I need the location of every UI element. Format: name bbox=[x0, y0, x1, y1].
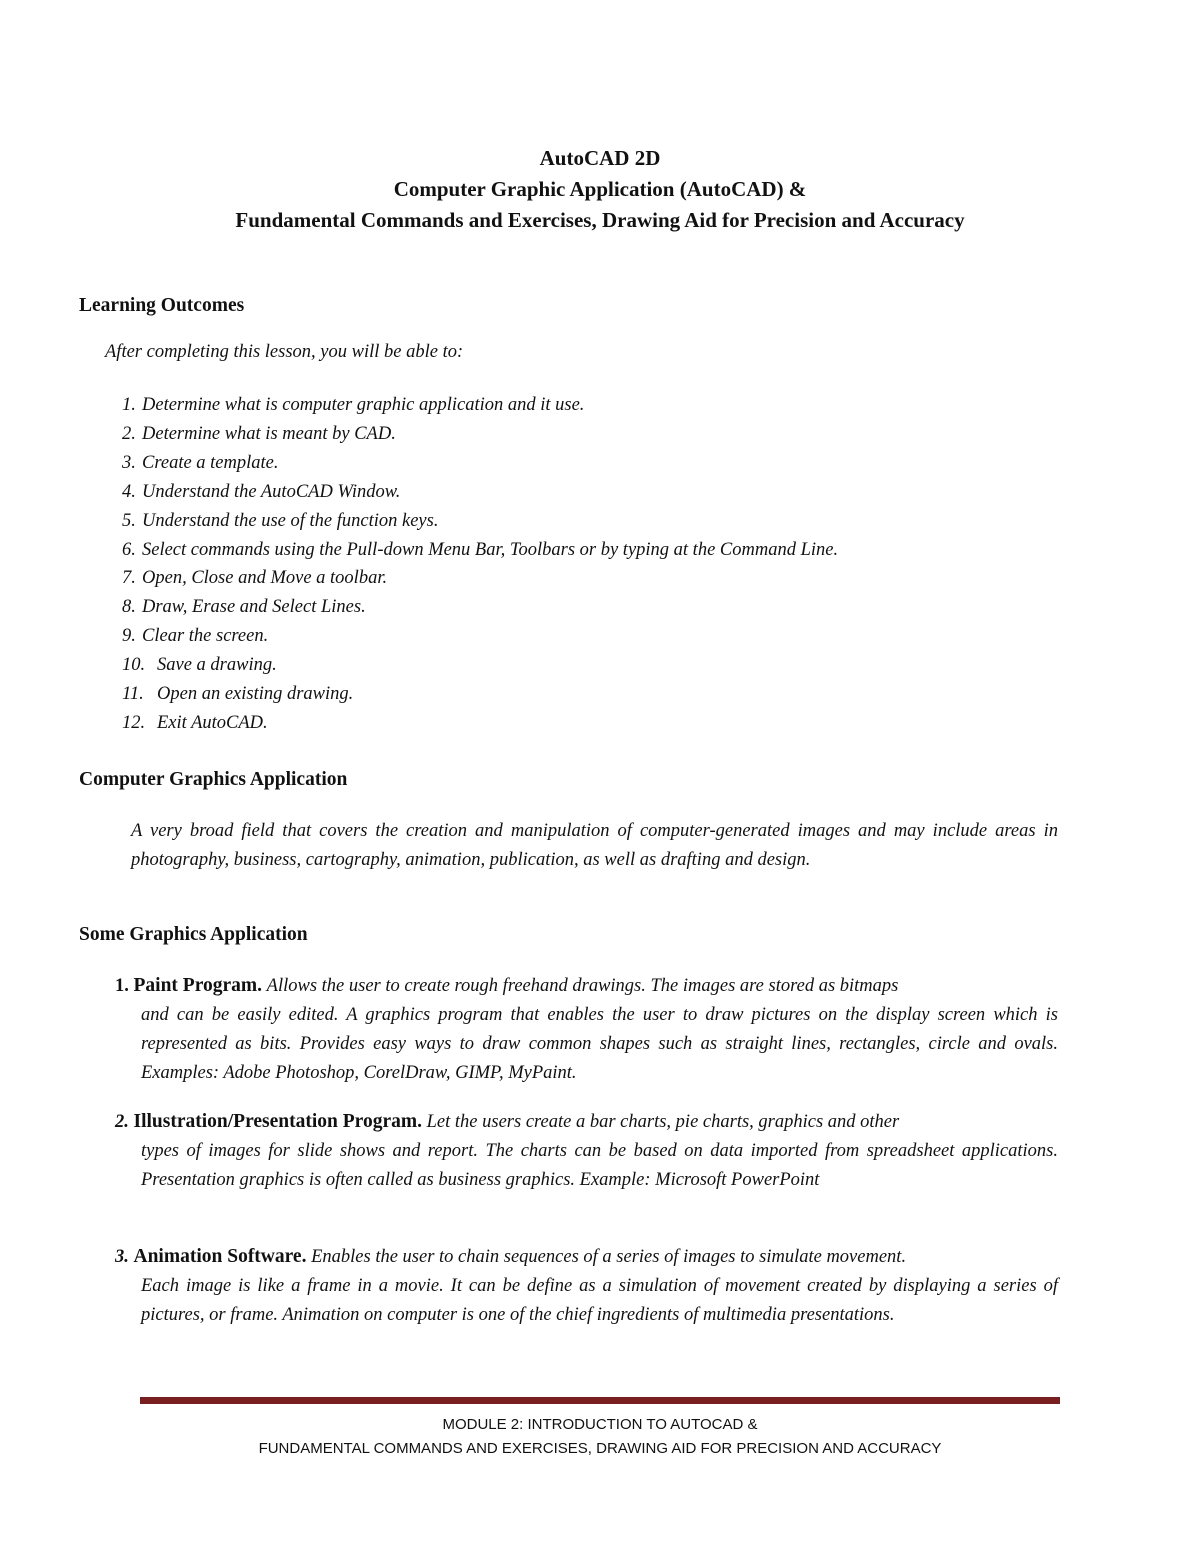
page-footer bbox=[0, 1413, 1200, 1461]
document-title bbox=[0, 143, 1200, 236]
list-item: 5. Understand the use of the function keys. bbox=[122, 510, 439, 531]
list-item: 4. Understand the AutoCAD Window. bbox=[122, 481, 401, 502]
list-item: 8. Draw, Erase and Select Lines. bbox=[122, 597, 366, 618]
learning-outcomes-heading: Learning Outcomes bbox=[79, 295, 245, 316]
list-item: 3. Animation Software. Enables the user to chain sequences of a series of images to simulate movement. Each image is like a frame in a movie. It can be define as a simulation of movement created by displaying a series of pictures, or frame. Animation on computer is one of the chief ingredients of multimedia presentations. bbox=[115, 1246, 1058, 1325]
list-item: 2. Determine what is meant by CAD. bbox=[122, 423, 396, 444]
list-item: 9. Clear the screen. bbox=[122, 626, 269, 647]
item-name: Illustration/Presentation Program. bbox=[133, 1111, 423, 1132]
item-name: Paint Program. bbox=[133, 975, 263, 996]
list-item: 1. Paint Program. Allows the user to create rough freehand drawings. The images are stored as bitmaps and can be easily edited. A graphics program that enables the user to draw pictures on the display screen which is represented as bits. Provides easy ways to draw common shapes such as straight lines, rectangles, circle and ovals. Examples: Adobe Photoshop, CorelDraw, GIMP, MyPaint. bbox=[115, 975, 1058, 1083]
some-graphics-heading: Some Graphics Application bbox=[79, 924, 308, 945]
list-item: 6. Select commands using the Pull-down Menu Bar, Toolbars or by typing at the Command Line. bbox=[122, 539, 839, 560]
list-item: 3. Create a template. bbox=[122, 452, 279, 473]
list-item: 1. Determine what is computer graphic application and it use. bbox=[122, 395, 585, 415]
computer-graphics-heading: Computer Graphics Application bbox=[79, 769, 348, 790]
list-item: 10. Save a drawing. bbox=[122, 655, 277, 676]
title-line-2: Computer Graphic Application (AutoCAD) & bbox=[393, 177, 807, 201]
title-line-3: Fundamental Commands and Exercises, Drawing Aid for Precision and Accuracy bbox=[235, 208, 965, 232]
computer-graphics-paragraph: A very broad field that covers the creation and manipulation of computer-generated images and may include areas in photography, business, cartography, animation, publication, as well as drafting and design. bbox=[131, 821, 1058, 870]
learning-outcomes-list bbox=[122, 391, 838, 738]
footer-line-2: FUNDAMENTAL COMMANDS AND EXERCISES, DRAWING AID FOR PRECISION AND ACCURACY bbox=[258, 1440, 942, 1457]
list-item: 12. Exit AutoCAD. bbox=[122, 712, 268, 733]
footer-divider bbox=[140, 1397, 1060, 1404]
footer-line-1: MODULE 2: INTRODUCTION TO AUTOCAD & bbox=[442, 1416, 758, 1433]
learning-outcomes-intro: After completing this lesson, you will be able to: bbox=[105, 342, 464, 362]
list-item: 11. Open an existing drawing. bbox=[122, 684, 354, 705]
title-line-1: AutoCAD 2D bbox=[539, 146, 661, 170]
list-item: 2. Illustration/Presentation Program. Let the users create a bar charts, pie charts, graphics and other types of images for slide shows and report. The charts can be based on data imported from spreadsheet applications. Presentation graphics is often called as business graphics. Example: Microsoft PowerPoint bbox=[115, 1111, 1058, 1190]
list-item: 7. Open, Close and Move a toolbar. bbox=[122, 568, 388, 589]
item-name: Animation Software. bbox=[133, 1246, 307, 1267]
